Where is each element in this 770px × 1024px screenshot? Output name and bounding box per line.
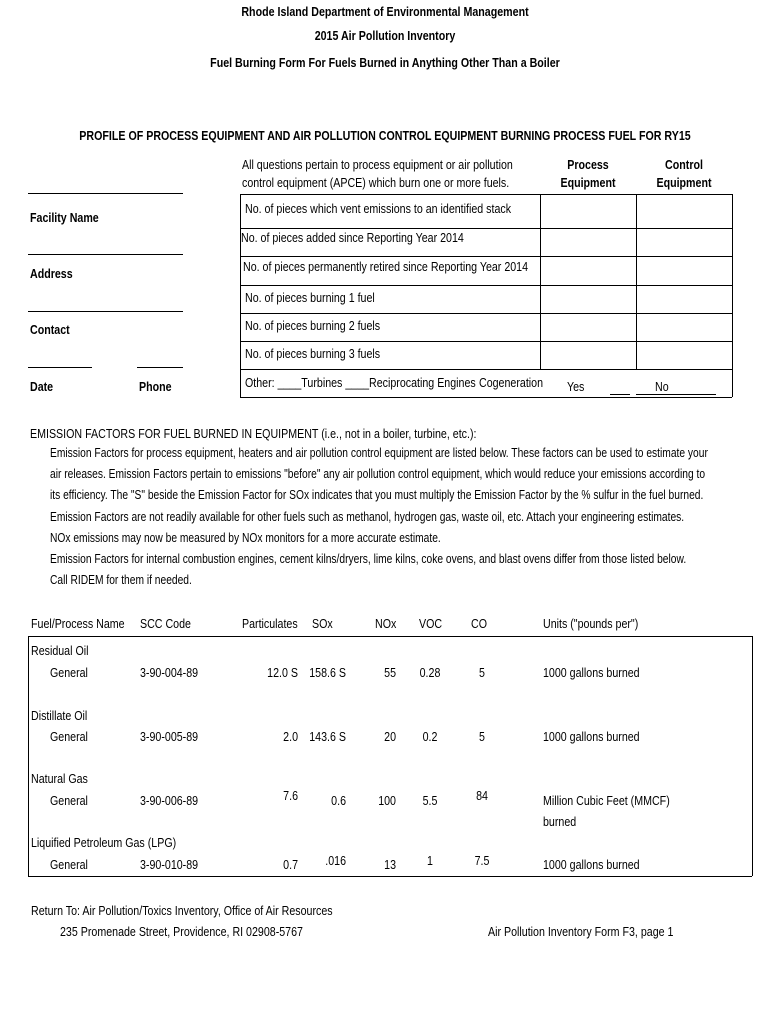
address-line[interactable] (28, 254, 183, 255)
particulates-value: 7.6 (283, 788, 298, 803)
factors-table-top (28, 636, 752, 637)
profile-row-divider (240, 256, 732, 257)
voc-value: 1 (427, 853, 433, 868)
sox-value: .016 (325, 853, 346, 868)
nox-value: 55 (384, 665, 396, 680)
col-header-co: CO (471, 616, 487, 631)
process-equipment-header-2: Equipment (560, 175, 616, 190)
profile-row-label: No. of pieces which vent emissions to an identified stack (245, 201, 512, 216)
col-header-nox: NOx (375, 616, 397, 631)
sox-value: 0.6 (331, 793, 346, 808)
profile-row-label: No. of pieces burning 1 fuel (245, 290, 375, 305)
units-value-continued: burned (543, 814, 577, 829)
particulates-value: 2.0 (283, 729, 298, 744)
sox-value: 158.6 S (309, 665, 346, 680)
other-equipment-label: Other: ____Turbines ____Reciprocating Engines (245, 375, 476, 390)
col-header-fuel: Fuel/Process Name (31, 616, 125, 631)
profile-row-label: No. of pieces permanently retired since Reporting Year 2014 (243, 259, 529, 274)
profile-row-label: No. of pieces burning 2 fuels (245, 318, 381, 333)
col-header-voc: VOC (419, 616, 443, 631)
scc-code: 3-90-006-89 (140, 793, 199, 808)
process-name: General (50, 793, 88, 808)
address-label: Address (30, 266, 73, 281)
control-equipment-header-2: Equipment (656, 175, 712, 190)
fuel-name: Natural Gas (31, 771, 88, 786)
phone-label: Phone (139, 379, 172, 394)
cogeneration-label: Cogeneration (479, 375, 544, 390)
cogeneration-no-label: No (655, 379, 669, 394)
units-value: Million Cubic Feet (MMCF) (543, 793, 670, 808)
particulates-value: 12.0 S (267, 665, 298, 680)
profile-title: PROFILE OF PROCESS EQUIPMENT AND AIR POLLUTION CONTROL EQUIPMENT BURNING PROCESS FUEL FOR RY15 (79, 128, 691, 143)
emission-info-line: air releases. Emission Factors pertain to emissions "before" any air pollution control equipment, which would reduce your emissions according to (50, 467, 706, 481)
emission-info-line: Call RIDEM for them if needed. (50, 573, 192, 587)
process-equipment-header-1: Process (567, 157, 609, 172)
form-title: Fuel Burning Form For Fuels Burned in Anything Other Than a Boiler (210, 55, 560, 70)
emission-info-line: Emission Factors for process equipment, heaters and air pollution control equipment are listed below. These factors can be used to estimate your (50, 446, 708, 460)
return-to: Return To: Air Pollution/Toxics Inventory, Office of Air Resources (31, 903, 333, 918)
profile-intro-2: control equipment (APCE) which burn one or more fuels. (242, 175, 510, 190)
nox-value: 100 (378, 793, 396, 808)
control-stack-count-input[interactable] (638, 196, 730, 227)
emission-info-line: Emission Factors for internal combustion engines, cement kilns/dryers, lime kilns, coke ovens, and blast ovens differ from those listed below. (50, 552, 687, 566)
factors-table-left (28, 636, 29, 876)
factors-table-bottom (28, 876, 752, 877)
profile-table-right (732, 194, 733, 397)
profile-table-top (240, 194, 732, 195)
contact-line[interactable] (28, 311, 183, 312)
cogeneration-no-blank[interactable] (636, 394, 716, 395)
particulates-value: 0.7 (283, 857, 298, 872)
factors-table-right (752, 636, 753, 876)
scc-code: 3-90-010-89 (140, 857, 199, 872)
page-label: Air Pollution Inventory Form F3, page 1 (488, 924, 674, 939)
sox-value: 143.6 S (309, 729, 346, 744)
fuel-name: Distillate Oil (31, 708, 88, 723)
phone-line[interactable] (137, 367, 183, 368)
voc-value: 0.28 (419, 665, 441, 680)
process-name: General (50, 665, 88, 680)
co-value: 7.5 (474, 853, 490, 868)
profile-table-col-divider-2 (636, 194, 637, 369)
control-equipment-header-1: Control (665, 157, 703, 172)
units-value: 1000 gallons burned (543, 729, 640, 744)
units-value: 1000 gallons burned (543, 665, 640, 680)
profile-table-col-divider-1 (540, 194, 541, 369)
scc-code: 3-90-005-89 (140, 729, 199, 744)
inventory-title: 2015 Air Pollution Inventory (314, 28, 456, 43)
cogeneration-yes-label: Yes (567, 379, 585, 394)
col-header-units: Units ("pounds per") (543, 616, 639, 631)
profile-table-left (240, 194, 241, 397)
co-value: 84 (476, 788, 488, 803)
col-header-sox: SOx (312, 616, 333, 631)
emission-info-line: Emission Factors are not readily available for other fuels such as methanol, hydrogen gas, waste oil, etc. Attach your engineering estimates. (50, 510, 685, 524)
col-header-particulates: Particulates (242, 616, 298, 631)
process-stack-count-input[interactable] (542, 196, 634, 227)
return-address: 235 Promenade Street, Providence, RI 02908-5767 (60, 924, 303, 939)
co-value: 5 (479, 729, 485, 744)
profile-row-label: No. of pieces added since Reporting Year 2014 (241, 230, 464, 245)
scc-code: 3-90-004-89 (140, 665, 199, 680)
cogeneration-yes-blank[interactable] (610, 394, 630, 395)
col-header-scc: SCC Code (140, 616, 191, 631)
contact-label: Contact (30, 322, 70, 337)
profile-row-label: No. of pieces burning 3 fuels (245, 346, 381, 361)
fuel-name: Liquified Petroleum Gas (LPG) (31, 835, 177, 850)
profile-row-divider (240, 369, 732, 370)
voc-value: 5.5 (422, 793, 438, 808)
date-line[interactable] (28, 367, 92, 368)
units-value: 1000 gallons burned (543, 857, 640, 872)
co-value: 5 (479, 665, 485, 680)
date-label: Date (30, 379, 54, 394)
process-name: General (50, 729, 88, 744)
profile-row-divider (240, 285, 732, 286)
fuel-name: Residual Oil (31, 643, 89, 658)
emission-factors-heading: EMISSION FACTORS FOR FUEL BURNED IN EQUIPMENT (i.e., not in a boiler, turbine, etc.): (30, 426, 477, 441)
profile-intro-1: All questions pertain to process equipment or air pollution (242, 157, 513, 172)
profile-row-divider (240, 341, 732, 342)
profile-row-divider (240, 228, 732, 229)
emission-info-line: its efficiency. The "S" beside the Emission Factor for SOx indicates that you must multiply the Emission Factor by the % sulfur in the fuel burned. (50, 488, 704, 502)
nox-value: 20 (384, 729, 396, 744)
process-name: General (50, 857, 88, 872)
profile-row-divider (240, 313, 732, 314)
facility-name-line[interactable] (28, 193, 183, 194)
voc-value: 0.2 (422, 729, 438, 744)
agency-name: Rhode Island Department of Environmental Management (241, 4, 529, 19)
emission-info-line: NOx emissions may now be measured by NOx monitors for a more accurate estimate. (50, 531, 441, 545)
profile-table-bottom (240, 397, 732, 398)
nox-value: 13 (384, 857, 396, 872)
facility-name-label: Facility Name (30, 210, 99, 225)
